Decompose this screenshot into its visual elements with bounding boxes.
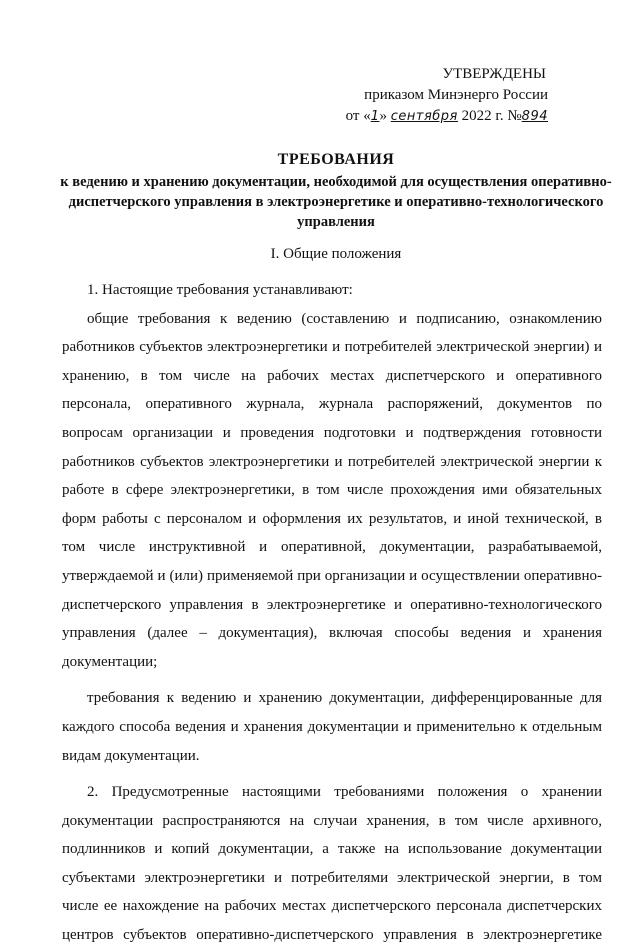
document-body	[62, 276, 602, 950]
paragraph-2: общие требования к ведению (составлению и подписанию, ознакомлению работников субъектов электроэнергетики и потребителей электрической энергии) и хранению, в том числе на рабочих местах диспетчерского и оперативного персонала, оперативного журнала, журнала распоряжений, документов по вопросам организации и проведения подготовки и подтверждения готовности работников субъектов электроэнергетики и потребителей электрической энергии к работе в сфере электроэнергетики, в том числе прохождения ими обязательных форм работы с персоналом и оформления их результатов, и иной технической, в том числе инструктивной и оперативной, документации, разрабатываемой, утверждаемой и (или) применяемой при организации и осуществлении оперативно-диспетчерского управления в электроэнергетике и оперативно-технологического управления (далее – документация), включая способы ведения и хранения документации;	[62, 310, 602, 670]
approval-year: 2022 г. №	[461, 108, 522, 124]
approval-stamp	[328, 64, 548, 127]
approval-number: 894	[521, 109, 548, 124]
paragraph-4: 2. Предусмотренные настоящими требованиями положения о хранении документации распространяются на случаи хранения, в том числе архивного, подлинников и копий документации, а также на использование документации субъектами электроэнергетики и потребителями электрической энергии, в том числе ее нахождение на рабочих местах диспетчерского персонала диспетчерских центров субъектов оперативно-диспетчерского управления в электроэнергетике	[62, 784, 602, 944]
paragraph-1: 1. Настоящие требования устанавливают:	[87, 282, 353, 298]
approval-order-line: приказом Минэнерго России	[364, 87, 548, 103]
approval-date-prefix: от «	[345, 108, 371, 124]
section-heading: I. Общие положения	[270, 246, 402, 262]
approval-date-line	[328, 106, 548, 127]
approval-title: УТВЕРЖДЕНЫ	[442, 66, 546, 82]
document-subtitle: к ведению и хранению документации, необходимой для осуществления оперативно-диспетчерского управления в электроэнергетике и оперативно-технологического управления	[60, 174, 612, 230]
approval-month: сентября	[390, 109, 458, 124]
document-title: ТРЕБОВАНИЯ	[277, 151, 395, 168]
document-title-block	[60, 150, 612, 232]
approval-date-mid: »	[379, 108, 387, 124]
paragraph-3: требования к ведению и хранению документации, дифференцированные для каждого способа ведения и хранения документации и применительно к отдельным видам документации.	[62, 690, 602, 764]
approval-day: 1	[370, 109, 380, 124]
